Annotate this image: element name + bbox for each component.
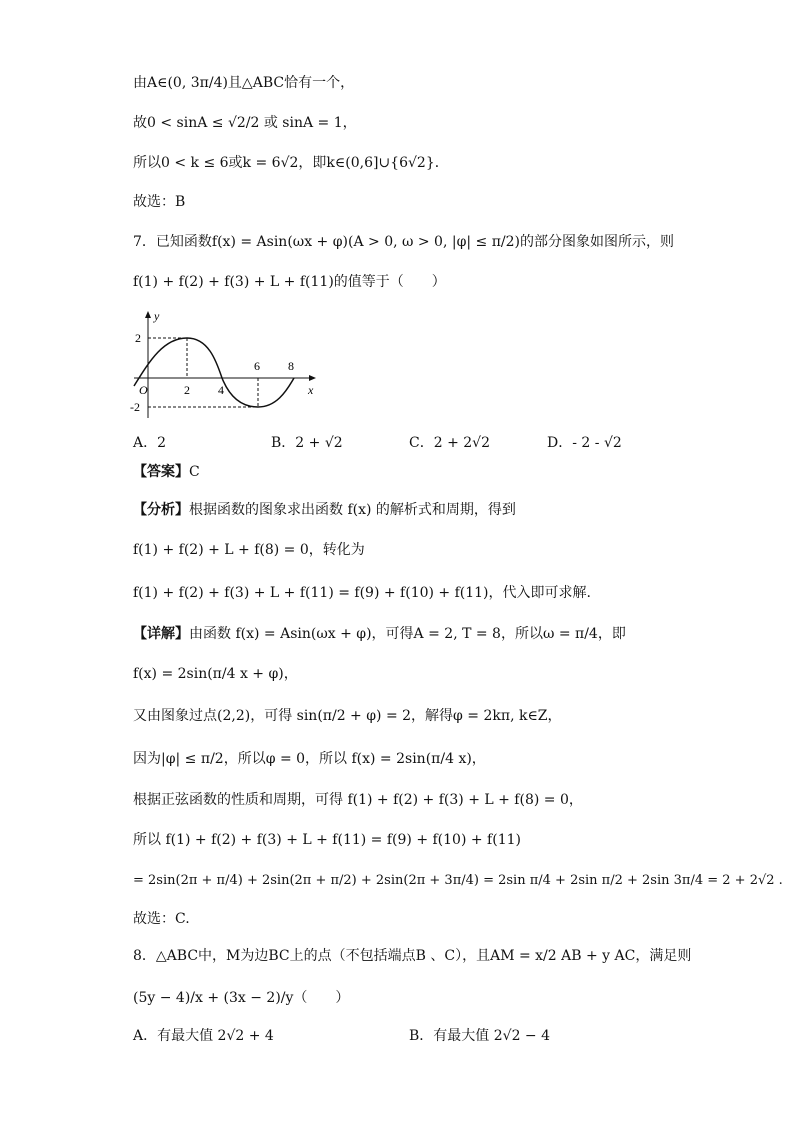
xtick-8: 8 bbox=[288, 359, 294, 373]
y-axis-label: y bbox=[154, 310, 160, 323]
option-7b: B．2 + √2 bbox=[271, 435, 343, 451]
answer-tag: 【答案】 bbox=[133, 464, 189, 480]
option-8a: A．有最大值 2√2 + 4 bbox=[133, 1028, 274, 1044]
detail-line-2: f(x) = 2sin(π/4 x + φ)， bbox=[133, 666, 298, 682]
option-7a: A．2 bbox=[133, 435, 167, 451]
detail-line-4: 因为|φ| ≤ π/2，所以φ = 0，所以 f(x) = 2sin(π/4 x)， bbox=[133, 751, 486, 767]
detail-line-8: 故选：C. bbox=[133, 911, 190, 927]
analysis-tag: 【分析】 bbox=[133, 502, 189, 518]
detail-line-7: = 2sin(2π + π/4) + 2sin(2π + π/2) + 2sin(2π + 3π/4) = 2sin π/4 + 2sin π/2 + 2sin 3π/4 = 2 + 2√2 . bbox=[133, 873, 783, 888]
ytick-2: 2 bbox=[135, 331, 141, 345]
line-2: 故0 < sinA ≤ √2/2 或 sinA = 1， bbox=[133, 115, 357, 131]
detail-line-3: 又由图象过点(2,2)，可得 sin(π/2 + φ) = 2，解得φ = 2kπ, k∈Z， bbox=[133, 708, 562, 724]
xtick-6: 6 bbox=[254, 359, 260, 373]
option-7d: D．- 2 - √2 bbox=[547, 435, 622, 451]
sine-curve bbox=[134, 338, 294, 407]
analysis-line-2: f(1) + f(2) + L + f(8) = 0，转化为 bbox=[133, 542, 365, 558]
option-7c: C．2 + 2√2 bbox=[409, 435, 490, 451]
analysis-text-1: 根据函数的图象求出函数 f(x) 的解析式和周期，得到 bbox=[189, 502, 516, 518]
ytick-neg2: -2 bbox=[130, 400, 140, 414]
detail-text-1: 由函数 f(x) = Asin(ωx + φ)，可得A = 2, T = 8，所以ω = π/4，即 bbox=[189, 626, 626, 642]
detail-line-5: 根据正弦函数的性质和周期，可得 f(1) + f(2) + f(3) + L + f(8) = 0， bbox=[133, 792, 583, 808]
x-axis-arrow bbox=[309, 375, 316, 381]
question-7-expression: f(1) + f(2) + f(3) + L + f(11)的值等于（ ） bbox=[133, 274, 446, 290]
line-3: 所以0 < k ≤ 6或k = 6√2，即k∈(0,6]∪{6√2}． bbox=[133, 155, 449, 171]
x-axis-label: x bbox=[308, 383, 314, 397]
line-4: 故选：B bbox=[133, 194, 186, 210]
question-8-stem: 8．△ABC中，M为边BC上的点（不包括端点B 、C），且AM = x/2 AB + y AC，满足则 bbox=[133, 948, 692, 964]
line-1: 由A∈(0, 3π/4)且△ABC恰有一个， bbox=[133, 75, 355, 91]
answer-line bbox=[133, 462, 200, 482]
detail-line-1 bbox=[133, 624, 626, 644]
option-8b: B．有最大值 2√2 − 4 bbox=[409, 1028, 551, 1044]
detail-tag: 【详解】 bbox=[133, 626, 189, 642]
detail-line-6: 所以 f(1) + f(2) + f(3) + L + f(11) = f(9) + f(10) + f(11) bbox=[133, 832, 521, 848]
analysis-line-1 bbox=[133, 500, 516, 520]
function-graph bbox=[130, 310, 320, 420]
question-8-expression: (5y − 4)/x + (3x − 2)/y（ ） bbox=[133, 990, 350, 1006]
xtick-4: 4 bbox=[218, 383, 224, 397]
xtick-2: 2 bbox=[184, 383, 190, 397]
origin-label: O bbox=[139, 383, 148, 397]
answer-value: C bbox=[189, 464, 200, 480]
question-7-stem: 7．已知函数f(x) = Asin(ωx + φ)(A > 0, ω > 0, |φ| ≤ π/2)的部分图象如图所示，则 bbox=[133, 234, 675, 250]
y-axis-arrow bbox=[145, 311, 151, 318]
analysis-line-3: f(1) + f(2) + f(3) + L + f(11) = f(9) + f(10) + f(11)，代入即可求解. bbox=[133, 585, 591, 601]
